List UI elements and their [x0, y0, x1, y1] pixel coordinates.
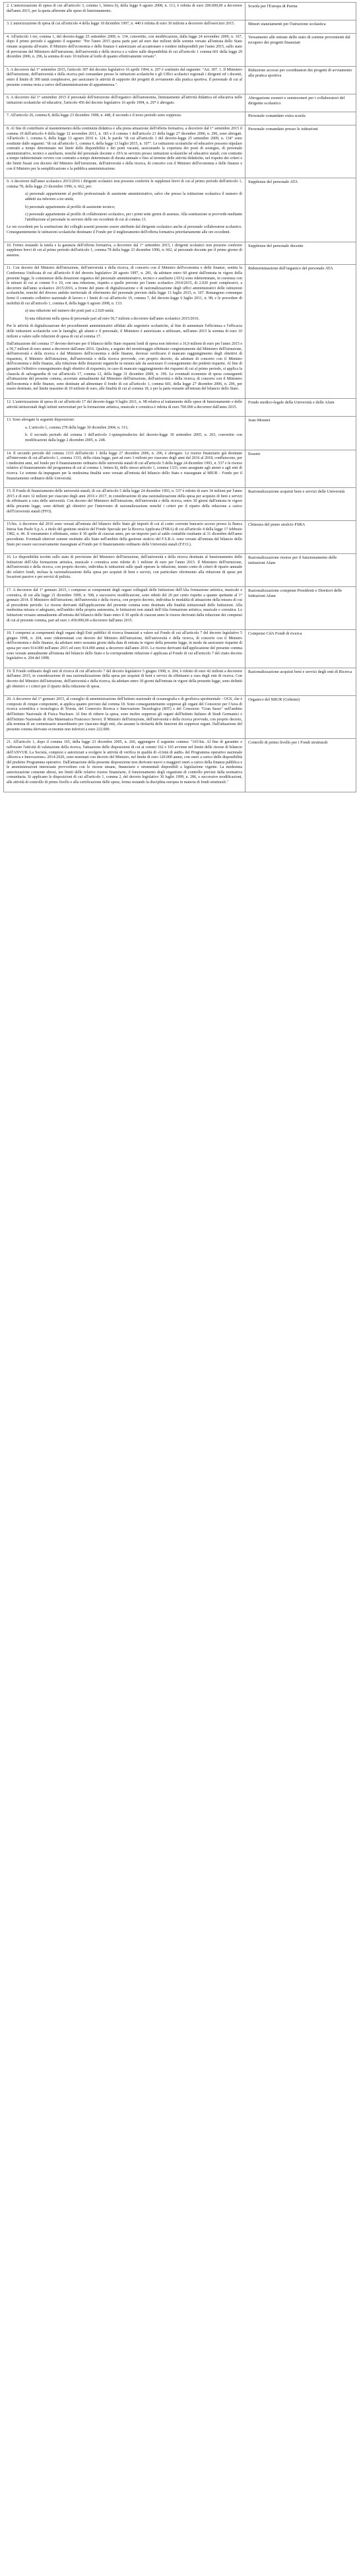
provision-text-cell — [4, 3, 245, 20]
provision-rubric-cell — [245, 417, 356, 450]
provision-paragraph: 12. L'autorizzazione di spesa di cui all'articolo 17 del decreto-legge 9 luglio 2011, n. 98 relativa al trattamento delle spese di funzionamento e delle attività istituzionali degli istituti universitari per la formazione artistica, musicale e coreutica è ridotta di euro 700.000 a decorrere dall'anno 2015. — [7, 400, 242, 409]
provision-rubric-cell — [245, 521, 356, 554]
provision-text-cell — [4, 587, 245, 630]
provision-text-cell — [4, 488, 245, 521]
provisions-table-body — [4, 3, 356, 792]
provision-subparagraph: Per le attività di digitalizzazione dei procedimenti amministrativi affidati alle segreterie scolastiche, al fine di aumentare l'efficienza e l'efficacia delle istituzioni scolastiche con le famiglie, gli alunni e il personale, il Ministero è autorizzato a utilizzare, nell'anno 2015 la somma di euro 10 milioni a valere sulle riduzioni di spesa di cui al comma 17. — [7, 324, 242, 339]
provision-rubric-cell — [245, 630, 356, 668]
provision-rubric: Controlli di primo livello per i Fondi strutturali — [248, 740, 328, 746]
provision-row — [4, 450, 356, 488]
provision-rubric: Versamento alle entrate dello stato di somme provenienti dal recupero dei progetti finanziati — [248, 34, 350, 45]
provision-text-cell — [4, 125, 245, 178]
provision-row — [4, 33, 356, 66]
provision-rubric: Supplenze del personale ATA — [248, 180, 298, 185]
provision-rubric-cell — [245, 739, 356, 792]
provision-row — [4, 488, 356, 521]
provision-paragraph: 17. A decorrere dal 1° gennaio 2015, i compensi ai componenti degli organi collegiali delle Istituzioni dell'Alta formazione artistica, musicale e coreutica, di cui alla legge 21 dicembre 1999, n. 508, e successive modificazioni, sono ridotti del 20 per cento rispetto a quanto spettante al 1° gennaio 2014. Il Ministero dell'istruzione, dell'università e della ricerca, con proprio decreto, individua le modalità di attuazione della misura di cui al precedente periodo. Le risorse derivanti dall'applicazione del presente comma sono destinate alle finalità istituzionali delle Istituzioni. Alla medesima misura si adeguano, nell'ambito della propria autonomia, le Istituzioni non statali dell'Alta formazione artistica, musicale e coreutica. Le Istituzioni versano annualmente all'entrata del bilancio dello Stato entro il 30 aprile di ciascun anno le risorse derivanti dalla riduzione dei compensi di cui al presente comma, pari ad euro 1.450.000,00 a decorrere dall'anno 2015. — [7, 588, 242, 623]
provision-row — [4, 521, 356, 554]
provision-text-cell — [4, 265, 245, 399]
provision-paragraph: 2. L'autorizzazione di spesa di cui all'articolo 3, comma 1, lettera b), della legge 9 agosto 2008, n. 113, è ridotta di euro 200.000,00 a decorrere dall'anno 2015, per la quota afferente alle spese di funzionamento. — [7, 4, 242, 13]
provision-paragraph: 5. A decorrere dal 1° settembre 2015, l'articolo 307 del decreto legislativo 16 aprile 1994, n. 297 è sostituito dal seguente: "Art. 307. 1. Il Ministero dell'istruzione, dell'università e della ricerca può comandare presso le istituzioni scolastiche e gli Uffici scolastici regionali i dirigenti ed i docenti, entro il limite di 300 unità complessive, per assicurare le attività di supporto dei progetti di avviamento alla pratica sportiva. Il personale di cui al presente comma resta a carico dell'amministrazione di appartenenza.". — [7, 67, 242, 87]
provision-rubric: Razionalizzazione acquisti beni e servizi degli enti di Ricerca — [248, 669, 352, 674]
provision-text-cell — [4, 450, 245, 488]
provision-rubric: Jean-Monnet — [248, 418, 271, 423]
provision-paragraph: 15. Il Fondo di finanziamento delle università statali, di cui all'articolo 5 della legge 24 dicembre 1993, n. 537 è ridotto di euro 34 milioni per l'anno 2015 e di euro 32 milioni per ciascuno degli anni 2016 e 2017, in considerazione di una razionalizzazione della spesa per acquisto di beni e servizi da effettuarsi a cura delle università. Con decreto del Ministero dell'istruzione, dell'università e della ricerca, entro 30 giorni dall'entrata in vigore della presente legge, sono definiti gli obiettivi per l'intervento di razionalizzazione nonché i criteri per il riparto della riduzione a carico dell'Università statali (FFO). — [7, 489, 242, 514]
provision-paragraph: 20. A decorrere dal 1° gennaio 2015, al consiglio di amministrazione dell'Istituto nazionale di oceanografia e di geofisica sperimentale - OGS, che è composto di cinque componenti, si applica quanto previsto dal comma 18. Sono conseguentemente soppressi gli organi del Consorzio per l'Area di ricerca scientifica e tecnologica di Trieste, del Consorzio Ricerca e Innovazione Tecnologica (RIT) e del Consorzio "Gran Sasso" nell'ambito dell'Istituto Nazionale di Fisica Nucleare. Al fine di ridurre la spesa, sono inoltre soppressi gli organi dell'Istituto Italiano di Studi Germanici e dell'Istituto Nazionale di Alta Matematica Francesco Severi. Il Ministro dell'istruzione, dell'università e della ricerca provvede, con proprio decreto, alla nomina di un commissario straordinario per ciascuno degli enti, che assume la titolarità delle funzioni dei soppressi organi. Dall'attuazione del presente comma derivano economie non inferiori a euro 222.000. — [7, 697, 242, 732]
provision-row — [4, 112, 356, 125]
provision-row — [4, 739, 356, 792]
provision-row — [4, 66, 356, 94]
provision-rubric: Fondo medico-legale della Università e delle Afam — [248, 400, 335, 405]
provision-text-cell — [4, 178, 245, 242]
provision-row — [4, 587, 356, 630]
provision-row — [4, 417, 356, 450]
provision-text-cell — [4, 630, 245, 668]
provision-text-cell — [4, 33, 245, 66]
provision-row — [4, 668, 356, 695]
provision-rubric: Organico del MIUR (Gelmini) — [248, 697, 300, 703]
provision-paragraph: 3. L'autorizzazione di spesa di cui all'articolo 4 della legge 18 dicembre 1997, n. 440 è ridotta di euro 30 milioni a decorrere dall'esercizio 2015. — [7, 22, 235, 26]
provision-paragraph: 21. All'articolo 1, dopo il comma 165, della legge 23 dicembre 2005, n. 266, aggiungere il seguente comma: "165-bis. Al fine di garantire e rafforzare l'attività di valutazione della ricerca, l'attuazione delle disposizioni di cui ai commi 162 e 165 avviene nel limite delle risorse di bilancio dell'ANVUR. La Società, compresi e autorizzati a svolgere le attività di verifica in qualità di «Unità di audit» del Programma operativo nazionale «Ricerca e Innovazione» 2014-2020, sono nominati con decreto del Ministro, nel limite di euro 120.000 annui, con oneri a carico delle disponibilità del predetto Programma operativo. Dall'attuazione della presente disposizione non derivano nuovi o maggiori oneri a carico della finanza pubblica e le amministrazioni interessate provvedono con le risorse umane, finanziarie e strumentali disponibili a legislazione vigente. La medesima autorizzazione consente altresì, nei limiti delle relative risorse finanziarie, il funzionamento degli organismi di controllo previsti dalla normativa comunitaria. Si applicano le disposizioni di cui all'articolo 1, comma 2, del decreto legislativo 30 luglio 1999, n. 286, e successive modificazioni, alle attività di controllo di primo livello e alla certificazione delle spese, ferma restando la disciplina europea in materia di fondi strutturali." — [7, 740, 242, 785]
provision-subparagraph: b) una riduzione nella spesa di personale pari ad euro 50,7 milioni a decorrere dall'anno scolastico 2015/2016. — [25, 316, 199, 321]
provision-paragraph: 7. All'articolo 26, comma 8, della legge 23 dicembre 1998, n. 448, il secondo e il terzo periodo sono soppressi. — [7, 114, 182, 118]
provision-row — [4, 242, 356, 265]
provision-rubric: Minori stanziamenti per l'istruzione scolastica — [248, 22, 326, 27]
provision-rubric-cell — [245, 450, 356, 488]
provision-rubric-cell — [245, 399, 356, 417]
provision-rubric-cell — [245, 554, 356, 587]
provision-rubric-cell — [245, 33, 356, 66]
provision-rubric-cell — [245, 488, 356, 521]
provision-text-cell — [4, 94, 245, 112]
provision-row — [4, 265, 356, 399]
provision-rubric: Riduzione accessi per coordinatori dei progetti di avviamento alla pratica sportiva — [248, 67, 352, 78]
provision-rubric-cell — [245, 587, 356, 630]
provision-rubric-cell — [245, 94, 356, 112]
provision-text-cell — [4, 696, 245, 739]
provision-rubric-cell — [245, 265, 356, 399]
provision-text-cell — [4, 554, 245, 587]
provision-subparagraph: Dall'attuazione del comma 17 devono derivare per il bilancio dello Stato risparmi lordi di spesa non inferiori a 16,9 milioni di euro per l'anno 2015 e a 50,7 milioni di euro annui a decorrere dall'anno 2016. Qualora, a seguito del monitoraggio effettuato congiuntamente dal Ministero dell'istruzione, dell'università e della ricerca e dal Ministero dell'economia e delle finanze, dovesse verificarsi il mancato raggiungimento degli obiettivi di risparmio, il Ministro dell'istruzione, dell'università e della ricerca provvede, con proprio decreto, da adottare di concerto con il Ministro dell'economia e delle finanze, alla riduzione delle dotazioni organiche in misura tale da assicurare il conseguimento dei predetti risparmi. Al fine di garantire l'effettivo conseguimento degli obiettivi di risparmio, in caso di mancato raggiungimento dei risparmi di cui al primo periodo, si applica la clausola di salvaguardia di cui all'articolo 17, comma 12, della legge 31 dicembre 2009, n. 196. Le eventuali economie di spesa conseguenti all'attuazione del presente comma, accertate annualmente dal Ministero dell'istruzione, dell'università e della ricerca, di concerto con il Ministero dell'economia e delle finanze, sono destinate ad alimentare il fondo di cui all'articolo 1, comma 601, della legge 27 dicembre 2006, n. 296, per essere destinate, nel limite massimo di 10 milioni di euro, alle finalità di cui al comma 18, e per la parte restante all'entrata del bilancio dello Stato. — [7, 342, 242, 392]
provisions-table — [3, 2, 356, 792]
provision-row — [4, 178, 356, 242]
provision-paragraph: 9. A decorrere dall'anno scolastico 2015/2016 i dirigenti scolastici non possono conferire le supplenze brevi di cui al primo periodo dell'articolo 1, comma 78, della legge 23 dicembre 1996, n. 662, per: — [7, 180, 242, 189]
provision-paragraph: 14. Il secondo periodo del comma 1333 dell'articolo 1 della legge 27 dicembre 2006, n. 296, è abrogato. Le risorse finanziarie già destinate all'intervento di cui all'articolo 1, comma 1333, della citata legge, pari ad euro 3 milioni per ciascuno degli anni dal 2016 al 2018, confluiscono, per i medesimi anni, nel fondo per il finanziamento ordinario delle università statali di cui all'articolo 5 della legge 24 dicembre 1993, n. 537 e le risorse relative al finanziamento del programma di cui al comma 1, lettera b), dello stesso articolo 1, comma 1333, sono assegnate agli atenei e agli enti di ricerca. Le somme da impegnare per la medesima finalità sono versate all'entrata del bilancio dello Stato e riassegnate al MIUR - Fondo per il finanziamento ordinario delle Università. — [7, 451, 242, 481]
provision-subparagraph: c) personale appartenente al profilo di collaboratore scolastico, per i primi sette giorni di assenza. Alla sostituzione si provvede mediante l'attribuzione al personale in servizio delle ore eccedenti di cui al comma 13. — [25, 213, 242, 222]
provision-rubric-cell — [245, 242, 356, 265]
provision-rubric-cell — [245, 112, 356, 125]
provision-subparagraph: a) una riduzione nel numero dei posti pari a 2.020 unità; — [25, 309, 114, 314]
provision-rubric: Personale comandato extra scuola — [248, 114, 306, 119]
provision-paragraph: 11. Con decreto del Ministro dell'istruzione, dell'università e della ricerca, di concerto con il Ministro dell'economia e delle finanze, sentita la Conferenza Unificata di cui all'articolo 8 del decreto legislativo 28 agosto 1997, n. 281, da adottare entro 60 giorni dall'entrata in vigore della presente legge, le consistenze della dotazione organica del personale amministrativo, tecnico e ausiliario (ATA) sono rideterminate, in coerenza con le misure di cui ai commi 9 e 10, con una riduzione, rispetto a quelle previste per l'anno scolastico 2014/2015, di 2.020 posti complessivi, a decorrere dall'anno scolastico 2015/2016, a fronte del piano di digitalizzazione e di razionalizzazione degli uffici amministrativi delle istituzioni scolastiche, nonché del diverso ambito territoriale di riferimento del personale previsto dalla legge 13 luglio 2015, n. 107. Rimangono comunque fermi il contratto collettivo nazionale di lavoro e i limiti di cui all'articolo 19, comma 7, del decreto-legge 6 luglio 2011, n. 98, e le procedure di mobilità di cui all'articolo 1, comma 8, della legge 6 agosto 2008, n. 133: — [7, 266, 242, 306]
provision-paragraph: 19. Il Fondo ordinario degli enti di ricerca di cui all'articolo 7 del decreto legislativo 5 giugno 1998, n. 204, è ridotto di euro 42 milioni a decorrere dall'anno 2015, in considerazione di una razionalizzazione della spesa per acquisti di beni e servizi da effettuarsi a cura degli enti di ricerca. Con decreto del Ministro dell'istruzione, dell'università e della ricerca, da adottare entro 30 giorni dall'entrata in vigore della presente legge, sono definiti gli obiettivi e i criteri per il riparto della riduzione di spesa. — [7, 669, 242, 689]
provision-row — [4, 696, 356, 739]
provision-rubric: Rideterminazione dell'organico del personale ATA — [248, 266, 333, 271]
provision-rubric-cell — [245, 20, 356, 34]
provision-rubric: Chiusura del piano stralcio FSRA — [248, 522, 306, 528]
provision-rubric: Supplenze del personale docente — [248, 243, 304, 248]
provision-rubric-cell — [245, 696, 356, 739]
provision-paragraph: 6. A decorrere dal 1° settembre 2015 il personale dell'istruzione dell'organico dell'autonomia, limitatamente all'attività didattica ed educativa nelle istituzioni scolastiche ed educative, l'articolo 456 del decreto legislativo 16 aprile 1994, n. 297 è abrogato. — [7, 96, 242, 105]
provision-row — [4, 399, 356, 417]
provision-subparagraph: a. L'articolo 1, comma 278 della legge 30 dicembre 2004, n. 311; — [25, 425, 129, 430]
provision-rubric: Personale comandato presso le istituzioni — [248, 126, 318, 131]
provision-rubric: Erasmi — [248, 451, 261, 456]
provision-text-cell — [4, 521, 245, 554]
provision-paragraph: 4. All'articolo 1-ter, comma 1, del decreto-legge 25 settembre 2009, n. 134, convertito, con modificazioni, dalla legge 24 novembre 2009, n. 167, dopo il primo periodo è aggiunto il seguente: "Per l'anno 2015 quota parte pari ad euro due milioni delle somme versate all'entrata dello Stato rimane acquisita all'erario. Il Ministro dell'economia e delle finanze è autorizzato ad accantonare e rendere indisponibili per l'anno 2015, sullo stato di previsione del Ministero dell'istruzione, dell'università e della ricerca e a valere sulle disponibilità di cui all'articolo 1 comma 601 della legge 29 dicembre 2006, n. 296, la somma di euro 10 milioni al lordo di quanto effettivamente versato". — [7, 34, 242, 59]
provision-row — [4, 554, 356, 587]
provision-row — [4, 94, 356, 112]
provision-paragraph: 16. Le disponibilità iscritte sullo stato di previsione del Ministero dell'istruzione, dell'università e della ricerca destinate al funzionamento delle Istituzioni dell'Alta formazione artistica, musicale e coreutica sono ridotte di 1 milione di euro per l'anno 2015. Il Ministero dell'istruzione, dell'università e della ricerca, con proprio decreto, individua le istituzioni sulle quali operare la riduzione, tenuto conto di criteri di riparto annuale dei relativi fondi, inclusa la razionalizzazione della spesa per acquisti di beni e servizi, con particolare riferimento alla riduzione di spese per locazioni passive e per servizi di pulizia. — [7, 555, 242, 580]
provision-rubric: Compensi CdA Fondi di ricerca — [248, 631, 302, 637]
provision-rubric-cell — [245, 125, 356, 178]
provision-row — [4, 125, 356, 178]
provision-text-cell — [4, 242, 245, 265]
provision-subparagraph: b) personale appartenente al profilo di assistente tecnico; — [25, 205, 115, 209]
provision-subparagraph: a) personale appartenente al profilo professionale di assistente amministrativo, salvo che presso la istituzione scolastica il numero di addetti sia inferiore a tre unità; — [25, 192, 242, 202]
provision-subparagraph: b. il secondo periodo del comma 3 dell'articolo 1-quinquiesdecies del decreto-legge 30 settembre 2005, n. 203, convertito con modificazioni dalla legge 2 dicembre 2005, n. 248. — [25, 433, 242, 442]
provision-text-cell — [4, 66, 245, 94]
provision-rubric-cell — [245, 66, 356, 94]
provision-row — [4, 630, 356, 668]
provision-paragraph: 8. Al fine di contribuire al mantenimento della continuità didattica e alla piena attuazione dell'offerta formativa, a decorrere dal 1° settembre 2015 il comma 19 dell'articolo 4 della legge 12 novembre 2011, n. 183 e il comma 1 dell'articolo 21 della legge 27 dicembre 2006, n. 296, sono abrogati. All'articolo 1, comma 6, della legge 13 agosto 2010 n. 124, le parole "di cui all'articolo 1 del decreto-legge 25 settembre 2009, n. 134" sono sostituite dalle seguenti: "di cui all'articolo 1, comma 6, della legge 13 luglio 2015, n. 107". Le istituzioni scolastiche ed educative possono stipulare contratti a tempo determinato nei limiti delle disponibilità e dei posti vacanti, assicurando la copertura dei posti di sostegno, di personale amministrativo, tecnico e ausiliario, nonché del personale docente e ATA in servizio presso istituzioni scolastiche ed educative statali, con contratto a tempo indeterminato ovvero con contratto a tempo determinato di durata annuale o fino al termine delle attività didattiche, nel rispetto dei criteri e dei limiti fissati con decreto del Ministro dell'istruzione, dell'università e della ricerca, di concerto con il Ministro dell'economia e delle finanze e con il Ministro per la semplificazione e la pubblica amministrazione. — [7, 126, 242, 171]
provision-row — [4, 3, 356, 20]
provision-text-cell — [4, 417, 245, 450]
provision-text-cell — [4, 399, 245, 417]
provision-text-cell — [4, 112, 245, 125]
provision-paragraph: 18. I compensi ai componenti degli organi degli Enti pubblici di ricerca finanziati a valere sul Fondo di cui all'articolo 7 del decreto legislativo 5 giugno 1998, n. 204, sono rideterminati con decreto del Ministro dell'istruzione, dell'università e della ricerca, di concerto con il Ministro dell'economia e delle finanze, da adottare entro sessanta giorni dalla data di entrata in vigore della presente legge, in modo da assicurare risparmi di spesa per euro 914.000 nell'anno 2015 ed euro 914.000 annui a decorrere dall'anno 2016. Le risorse derivanti dall'applicazione del presente comma sono versate annualmente all'entrata del bilancio dello Stato e la corrispondente riduzione è applicata al Fondo di cui all'articolo 7 del citato decreto legislativo n. 204 del 1998. — [7, 631, 242, 661]
provision-paragraph: 13. Sono abrogate le seguenti disposizioni: — [7, 418, 75, 423]
provision-rubric-cell — [245, 3, 356, 20]
provision-text-cell — [4, 739, 245, 792]
provision-rubric: Razionalizzazione compensi Presidenti e Direttori delle Istituzioni Afam — [248, 588, 343, 599]
provision-rubric-cell — [245, 668, 356, 695]
provision-subparagraph: Le ore eccedenti per la sostituzione dei colleghi assenti possono essere attribuite dal dirigente scolastico anche al personale collaboratore scolastico. Conseguentemente le istituzioni scolastiche destinano il Fondo per il miglioramento dell'offerta formativa prioritariamente alle ore eccedenti. — [7, 225, 242, 234]
provision-row — [4, 20, 356, 34]
provision-paragraph: 10. Fermo restando la tutela e la garanzia dell'offerta formativa, a decorrere dal 1° settembre 2015, i dirigenti scolastici non possono conferire supplenze brevi di cui al primo periodo dell'articolo 1, comma 78 della legge 23 dicembre 1996, n. 662, al personale docente per il primo giorno di assenza. — [7, 243, 242, 258]
provision-rubric-cell — [245, 178, 356, 242]
provision-rubric: Abrogazione esoneri e semiesoneri per i collaboratori del dirigente scolastico — [248, 96, 345, 106]
provision-rubric: Razionalizzazione acquisti beni e servizi delle Università — [248, 489, 345, 495]
provision-paragraph: 15-bis. A decorrere dal 2016 sono versati all'entrata del bilancio dello Stato gli importi di cui al conto corrente bancario acceso presso la Banca Intesa San Paolo S.p.A. a titolo del gestione stralcio del Fondo Speciale per la Ricerca Applicata (FSRA) di cui all'articolo 4 della legge 17 febbraio 1982, n. 46. Il versamento è effettuato, entro il 30 aprile di ciascun anno, per un importo pari al saldo contabile risultante al 31 dicembre dell'anno precedente. Eventuali ulteriori somme restituite allo Stato nell'ambito della gestione stralcio del F.S.R.A. sono versate all'entrata del bilancio dello Stato per essere successivamente riassegnate al Fondo per il finanziamento ordinario delle Università statali (F.F.O.). — [7, 522, 242, 547]
provision-text-cell — [4, 20, 245, 34]
provision-rubric: Scuola per l'Europa di Parma — [248, 4, 298, 9]
provision-text-cell — [4, 668, 245, 695]
provision-rubric: Razionalizzazione risorse per il funzionamento delle istituzioni Afam — [248, 555, 337, 566]
